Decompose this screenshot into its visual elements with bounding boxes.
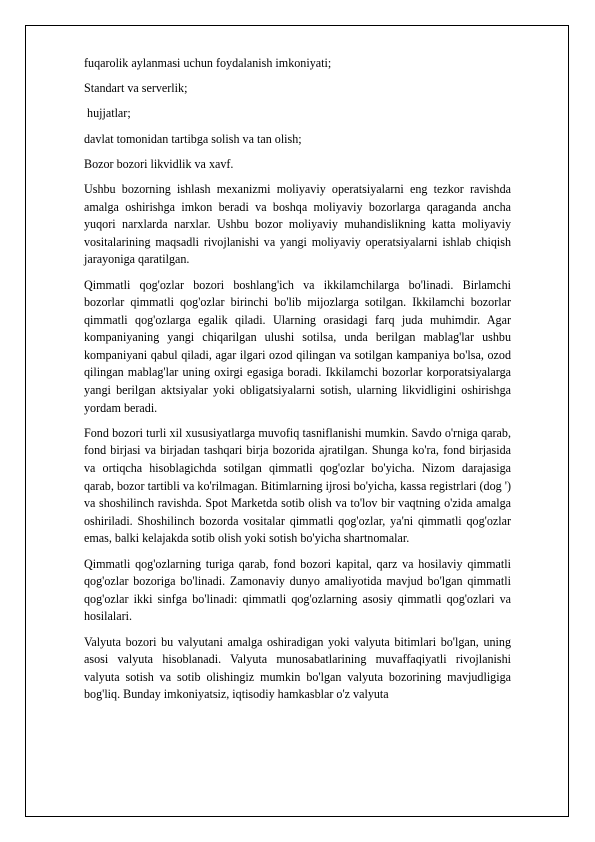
list-item-state-regulation: davlat tomonidan tartibga solish va tan olish;	[84, 131, 302, 146]
paragraph-securities-types: Qimmatli qog'ozlarning turiga qarab, fond bozori kapital, qarz va hosilaviy qimmatli qog'ozlar bozoriga bo'linadi. Zamonaviy dunyo amaliyotida mavjud bo'lgan qimmatli qog'ozlar ikki sinfga bo'linadi: qimmatli qog'ozlarning asosiy qimmatli qog'ozlari va hosilalari.	[84, 556, 511, 624]
document-body	[84, 55, 511, 712]
list-item-documents: hujjatlar;	[84, 106, 131, 121]
paragraph-classification: Fond bozori turli xil xususiyatlarga muvofiq tasniflanishi mumkin. Savdo o'rniga qarab, fond birjasi va birjadan tashqari birja bozorida ajratilgan. Shunga ko'ra, fond birjasida va ortiqcha hisoblagichda sotilgan qimmatli qog'ozlar bo'yicha. Nizom darajasiga qarab, bozor tartibli va ko'rilmagan. Bitimlarning ijrosi bo'yicha, kassa registrlari (dog ') va shoshilinch ravishda. Spot Marketda sotib olish va to'lov bir vaqtning o'zida amalga oshiriladi. Shoshilinch bozorda vositalar qimmatli qog'ozlar, ya'ni qimmatli qog'ozlar emas, balki kelajakda sotib olish yoki sotish bo'yicha shartnomalar.	[84, 425, 511, 546]
paragraph-currency-market: Valyuta bozori bu valyutani amalga oshiradigan yoki valyuta bitimlari bo'lgan, uning asosi valyuta hisoblanadi. Valyuta munosabatlarining muvaffaqiyatli rivojlanishi valyuta sotish va sotib olishingiz mumkin bo'lgan valyuta bozorining mavjudligiga bog'liq. Bunday imkoniyatsiz, iqtisodiy hamkasblar o'z valyuta	[84, 634, 511, 702]
paragraph-primary-secondary: Qimmatli qog'ozlar bozori boshlang'ich va ikkilamchilarga bo'linadi. Birlamchi bozorlar qimmatli qog'ozlar birinchi bo'lib mijozlarga sotilgan. Ikkilamchi bozorlar qimmatli qog'ozlarga egalik qiladi. Ularning orasidagi farq juda muhimdir. Agar kompaniyaning yangi chiqarilgan ulushi sotilsa, unda berilgan mablag'lar ushbu kompaniyani qabul qiladi, agar ilgari ozod qilingan va sotilgan kampaniya bo'lsa, ozod qilingan mablag'lar uning oxirgi egasiga boradi. Ikkilamchi bozorlar korporatsiyalarga yangi berilgan aktsiyalar yoki obligatsiyalarni sotish, ularning likvidligini oshirishga yordam beradi.	[84, 277, 511, 415]
list-item-liquidity-risk: Bozor bozori likvidlik va xavf.	[84, 156, 234, 171]
list-item-standard: Standart va serverlik;	[84, 81, 188, 96]
list-item-civil-circulation: fuqarolik aylanmasi uchun foydalanish imkoniyati;	[84, 56, 332, 70]
paragraph-market-mechanism: Ushbu bozorning ishlash mexanizmi moliyaviy operatsiyalarni eng tezkor ravishda amalga oshirishga imkon beradi va boshqa moliyaviy bozorlarga qaraganda ancha yuqori narxlarda narxlar. Ushbu bozor moliyaviy muhandislikning katta moliyaviy vositalarining maqsadli rivojlanishi va yangi moliyaviy operatsiyalarni ishlab chiqish jarayoniga qaratilgan.	[84, 181, 511, 267]
